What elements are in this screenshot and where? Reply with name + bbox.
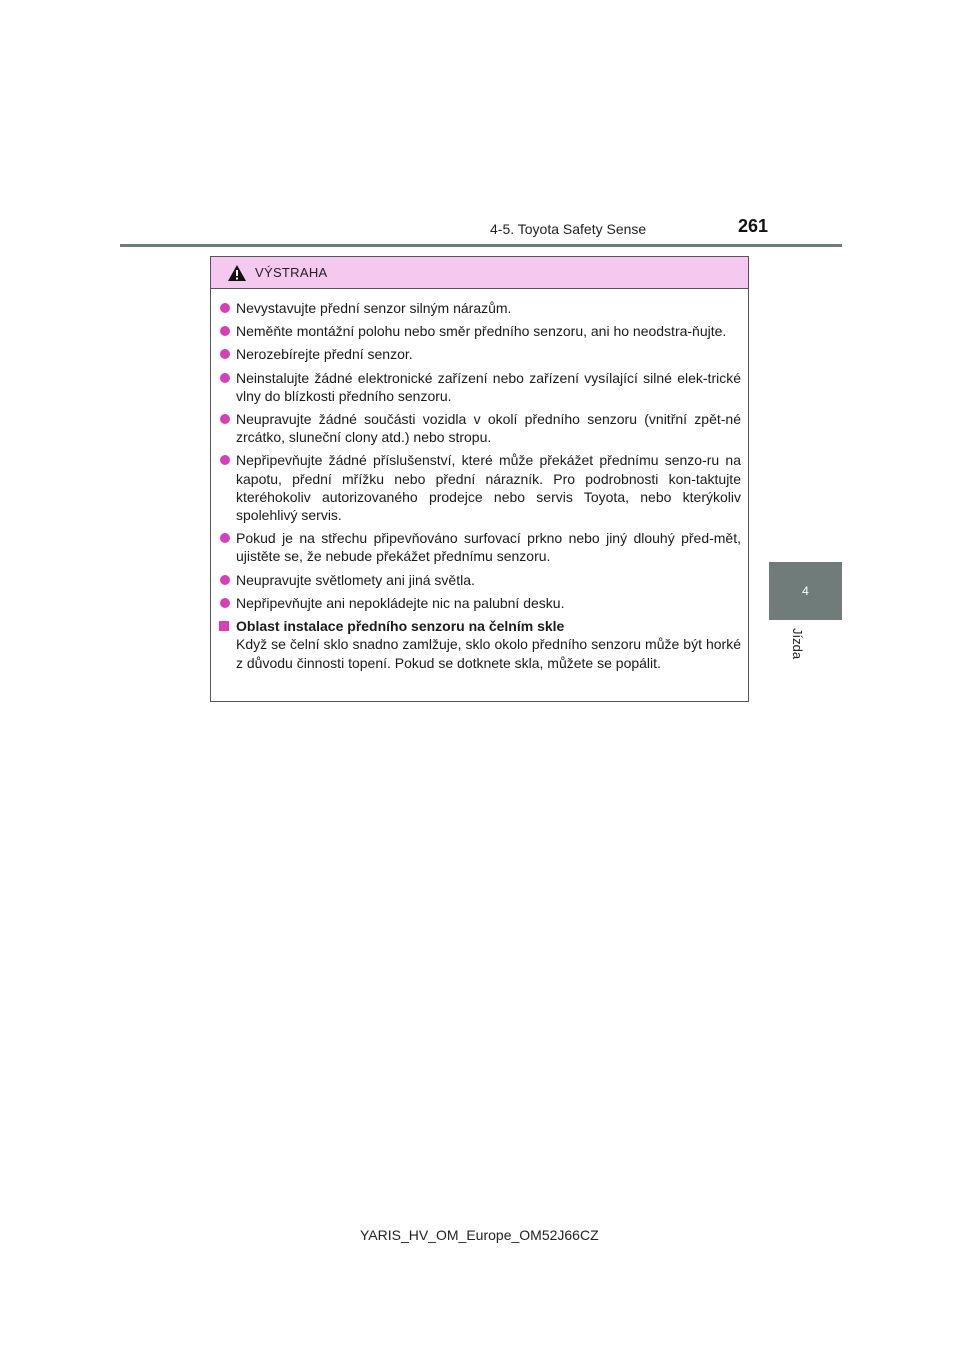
bullet-icon — [220, 414, 230, 424]
bullet-icon — [220, 598, 230, 608]
section-title: 4-5. Toyota Safety Sense — [490, 221, 647, 237]
subheading-paragraph: Když se čelní sklo snadno zamlžuje, sklo okolo předního senzoru může být horké z důvodu činnosti topení. Pokud se dotknete skla, můžete se popálit. — [236, 636, 741, 671]
warning-item: Pokud je na střechu připevňováno surfovací prkno nebo jiný dlouhý před-mět, ujistěte se, že nebude překážet přednímu senzoru. — [218, 529, 741, 565]
warning-header — [211, 257, 748, 289]
chapter-number: 4 — [802, 584, 809, 598]
chapter-label: Jízda — [790, 628, 805, 660]
warning-item: Neměňte montážní polohu nebo směr předního senzoru, ani ho neodstra-ňujte. — [218, 322, 741, 340]
header-divider — [120, 244, 842, 247]
page-number: 261 — [738, 216, 769, 236]
bullet-icon — [220, 326, 230, 336]
warning-item: Neinstalujte žádné elektronické zařízení nebo zařízení vysílající silné elek-trické vlny do blízkosti předního senzoru. — [218, 369, 741, 405]
bullet-icon — [220, 303, 230, 313]
warning-item: Neupravujte světlomety ani jiná světla. — [218, 571, 741, 589]
warning-item: Nerozebírejte přední senzor. — [218, 345, 741, 363]
chapter-tab — [769, 562, 842, 620]
bullet-icon — [220, 373, 230, 383]
warning-item: Nepřipevňujte ani nepokládejte nic na palubní desku. — [218, 594, 741, 612]
warning-item: Nevystavujte přední senzor silným nárazům. — [218, 299, 741, 317]
warning-item: Nepřipevňujte žádné příslušenství, které může překážet přednímu senzo-ru na kapotu, přední mřížku nebo přední nárazník. Pro podrobnosti kon-taktujte kteréhokoliv autorizovaného prodejce nebo servis Toyota, nebo kterýkoliv spolehlivý servis. — [218, 451, 741, 524]
bullet-icon — [220, 455, 230, 465]
warning-title: VÝSTRAHA — [255, 265, 328, 280]
document-code: YARIS_HV_OM_Europe_OM52J66CZ — [360, 1227, 599, 1243]
bullet-icon — [220, 575, 230, 585]
subheading: Oblast instalace předního senzoru na čelním skle — [218, 617, 741, 635]
warning-triangle-icon — [227, 264, 247, 282]
bullet-icon — [220, 349, 230, 359]
warning-item: Neupravujte žádné součásti vozidla v okolí předního senzoru (vnitřní zpět-né zrcátko, sluneční clony atd.) nebo stropu. — [218, 410, 741, 446]
bullet-icon — [220, 533, 230, 543]
warning-box — [210, 256, 749, 702]
square-bullet-icon — [219, 621, 229, 631]
warning-body — [211, 289, 748, 672]
